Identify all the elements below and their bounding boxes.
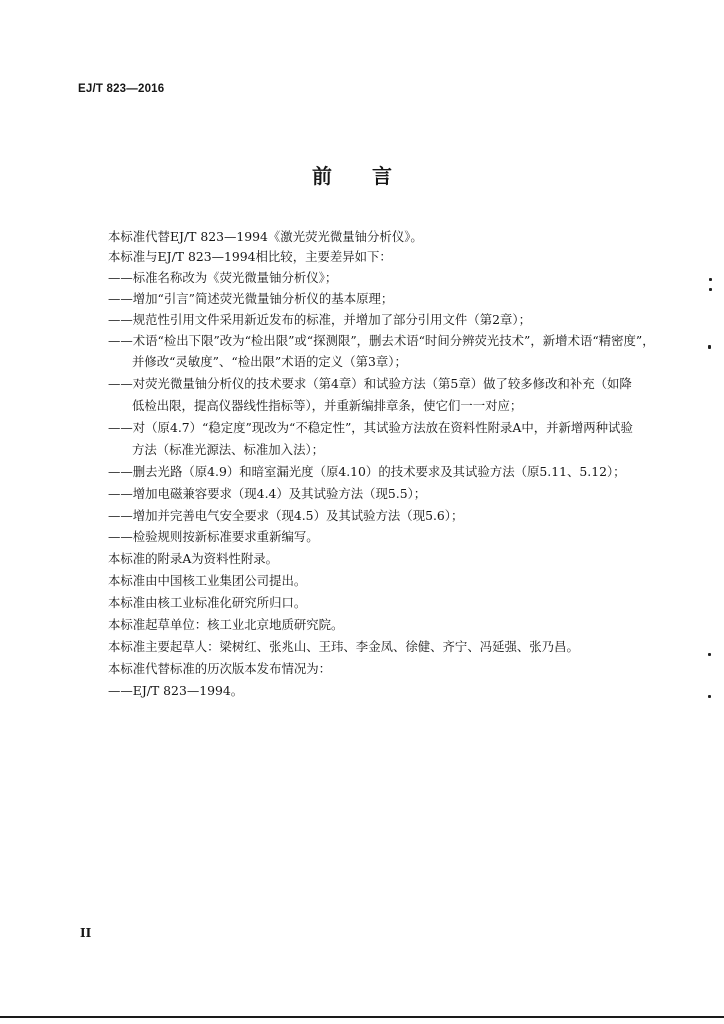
change-item: ——增加电磁兼容要求（现4.4）及其试验方法（现5.5）；	[108, 486, 427, 501]
change-item: ——标准名称改为《荧光微量铀分析仪》；	[108, 270, 338, 285]
foreword-line: 本标准主要起草人：梁树红、张兆山、王玮、李金凤、徐健、齐宁、冯延强、张乃昌。	[108, 639, 579, 654]
page-number: II	[80, 926, 92, 940]
change-item: ——术语“检出下限”改为“检出限”或“探测限”，删去术语“时间分辨荧光技术”，新增术语“精密度”，	[108, 333, 655, 348]
change-item: ——对（原4.7）“稳定度”现改为“不稳定性”，其试验方法放在资料性附录A中，并新增两种试验	[108, 420, 633, 435]
foreword-line: 本标准代替标准的历次版本发布情况为：	[108, 661, 332, 676]
scan-mark	[708, 695, 711, 698]
scan-mark	[709, 278, 712, 281]
change-item: ——规范性引用文件采用新近发布的标准，并增加了部分引用文件（第2章）；	[108, 312, 531, 327]
change-item: ——增加并完善电气安全要求（现4.5）及其试验方法（现5.6）；	[108, 508, 464, 523]
document-id: EJ/T 823—2016	[78, 83, 165, 95]
bottom-rule	[0, 1016, 724, 1018]
change-item: ——增加“引言”简述荧光微量铀分析仪的基本原理；	[108, 291, 394, 306]
change-item: ——删去光路（原4.9）和暗室漏光度（原4.10）的技术要求及其试验方法（原5.11、5.12）；	[108, 464, 626, 479]
foreword-line: 本标准的附录A为资料性附录。	[108, 551, 279, 566]
change-item-continuation: 低检出限，提高仪器线性指标等），并重新编排章条，使它们一一对应；	[132, 398, 523, 413]
page-title: 前言	[312, 164, 432, 188]
change-item: ——对荧光微量铀分析仪的技术要求（第4章）和试验方法（第5章）做了较多修改和补充（如降	[108, 376, 632, 391]
scan-mark	[708, 345, 711, 349]
foreword-line: 本标准代替EJ/T 823—1994《激光荧光微量铀分析仪》。	[108, 229, 423, 244]
change-item: ——检验规则按新标准要求重新编写。	[108, 529, 319, 544]
foreword-line: ——EJ/T 823—1994。	[108, 683, 244, 698]
foreword-line: 本标准与EJ/T 823—1994相比较，主要差异如下：	[108, 249, 392, 264]
change-item-continuation: 并修改“灵敏度”、“检出限”术语的定义（第3章）；	[132, 354, 407, 369]
foreword-line: 本标准起草单位：核工业北京地质研究院。	[108, 617, 344, 632]
scan-mark	[709, 288, 712, 291]
scan-mark	[708, 653, 711, 656]
foreword-line: 本标准由中国核工业集团公司提出。	[108, 573, 307, 588]
foreword-line: 本标准由核工业标准化研究所归口。	[108, 595, 307, 610]
change-item-continuation: 方法（标准光源法、标准加入法）；	[132, 442, 325, 457]
